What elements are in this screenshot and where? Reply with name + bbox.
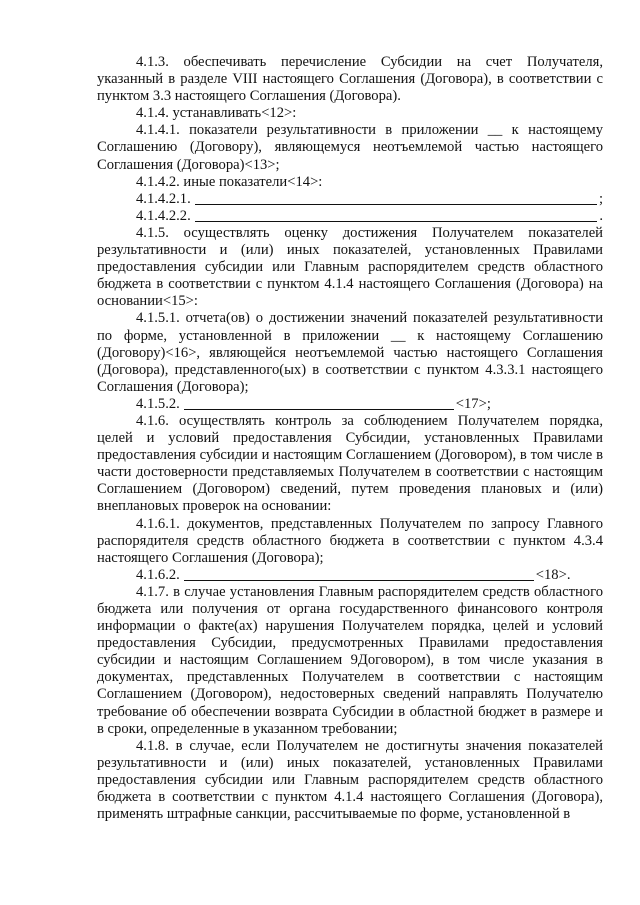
clause-4-1-5: 4.1.5. осуществлять оценку достижения Получателем показателей результативности и (или) иных показателей, установленных Правилами предоставления субсидии или Главным распорядителем средств областного бюджета в соответствии с пунктом 4.1.4 настоящего Соглашения (Договора) на основании<15>: — [97, 224, 603, 310]
clause-4-1-3: 4.1.3. обеспечивать перечисление Субсидии на счет Получателя, указанный в разделе VIII настоящего Соглашения (Договора), в соответствии с пунктом 3.3 настоящего Соглашения (Договора). — [97, 54, 603, 105]
clause-4-1-6-2-blank — [97, 567, 603, 584]
fill-in-line — [195, 221, 598, 222]
fill-in-line — [184, 580, 534, 581]
footnote-ref: <18>. — [535, 566, 571, 583]
clause-4-1-4-1: 4.1.4.1. показатели результативности в приложении __ к настоящему Соглашению (Договору), являющемуся неотъемлемой частью настоящего Соглашения (Договора)<13>; — [97, 122, 603, 173]
clause-4-1-4-2: 4.1.4.2. иные показатели<14>: — [136, 173, 323, 190]
clause-4-1-5-1: 4.1.5.1. отчета(ов) о достижении значений показателей результативности по форме, установленной в приложении __ к настоящему Соглашению (Договору)<16>, являющейся неотъемлемой частью настоящего Соглашения (Договора), представленного(ых) в соответствии с пунктом 4.3.3.1 настоящего Соглашения (Договора); — [97, 310, 603, 395]
clause-number: 4.1.4.2.1. — [136, 190, 191, 207]
clause-number: 4.1.6.2. — [136, 566, 180, 583]
footnote-ref: <17>; — [455, 395, 491, 412]
clause-4-1-4: 4.1.4. устанавливать<12>: — [136, 105, 297, 122]
fill-in-line — [195, 204, 597, 205]
clause-number: 4.1.5.2. — [136, 395, 180, 412]
clause-4-1-4-2-1-blank — [97, 191, 603, 208]
fill-in-line — [184, 409, 454, 410]
clause-tail: ; — [598, 190, 603, 207]
clause-4-1-5-2-blank — [97, 396, 603, 413]
clause-4-1-8: 4.1.8. в случае, если Получателем не достигнуты значения показателей результативности и (или) иных показателей, установленных Правилами предоставления субсидии или Главным распорядителем средств областного бюджета в соответствии с пунктом 4.1.4 настоящего Соглашения (Договора), применять штрафные санкции, рассчитываемые по форме, установленной в — [97, 737, 603, 823]
clause-tail: . — [599, 207, 603, 224]
clause-4-1-7: 4.1.7. в случае установления Главным распорядителем средств областного бюджета или получения от органа государственного финансового контроля информации о факте(ах) нарушения Получателем порядка, целей и условий предоставления Субсидии, предусмотренных Правилами предоставления субсидии и настоящим Соглашением 9Договором), в том числе указания в документах, представленных Получателем в соответствии с настоящим Соглашением (Договором), недостоверных сведений направлять Получателю требование об обеспечении возврата Субсидии в областной бюджет в размере и в сроки, определенные в указанном требовании; — [97, 583, 603, 737]
clause-4-1-6: 4.1.6. осуществлять контроль за соблюдением Получателем порядка, целей и условий предоставления Субсидии, установленных Правилами предоставления субсидии и настоящим Соглашением (Договором), в том числе в части достоверности представляемых Получателем в соответствии с настоящим Соглашением (Договором) сведений, путем проведения плановых и (или) внеплановых проверок на основании: — [97, 412, 603, 515]
clause-number: 4.1.4.2.2. — [136, 207, 191, 224]
clause-4-1-6-1: 4.1.6.1. документов, представленных Получателем по запросу Главного распорядителя средств областного бюджета в соответствии с пунктом 4.3.4 настоящего Соглашения (Договора); — [97, 515, 603, 566]
clause-4-1-4-2-2-blank — [97, 208, 603, 225]
